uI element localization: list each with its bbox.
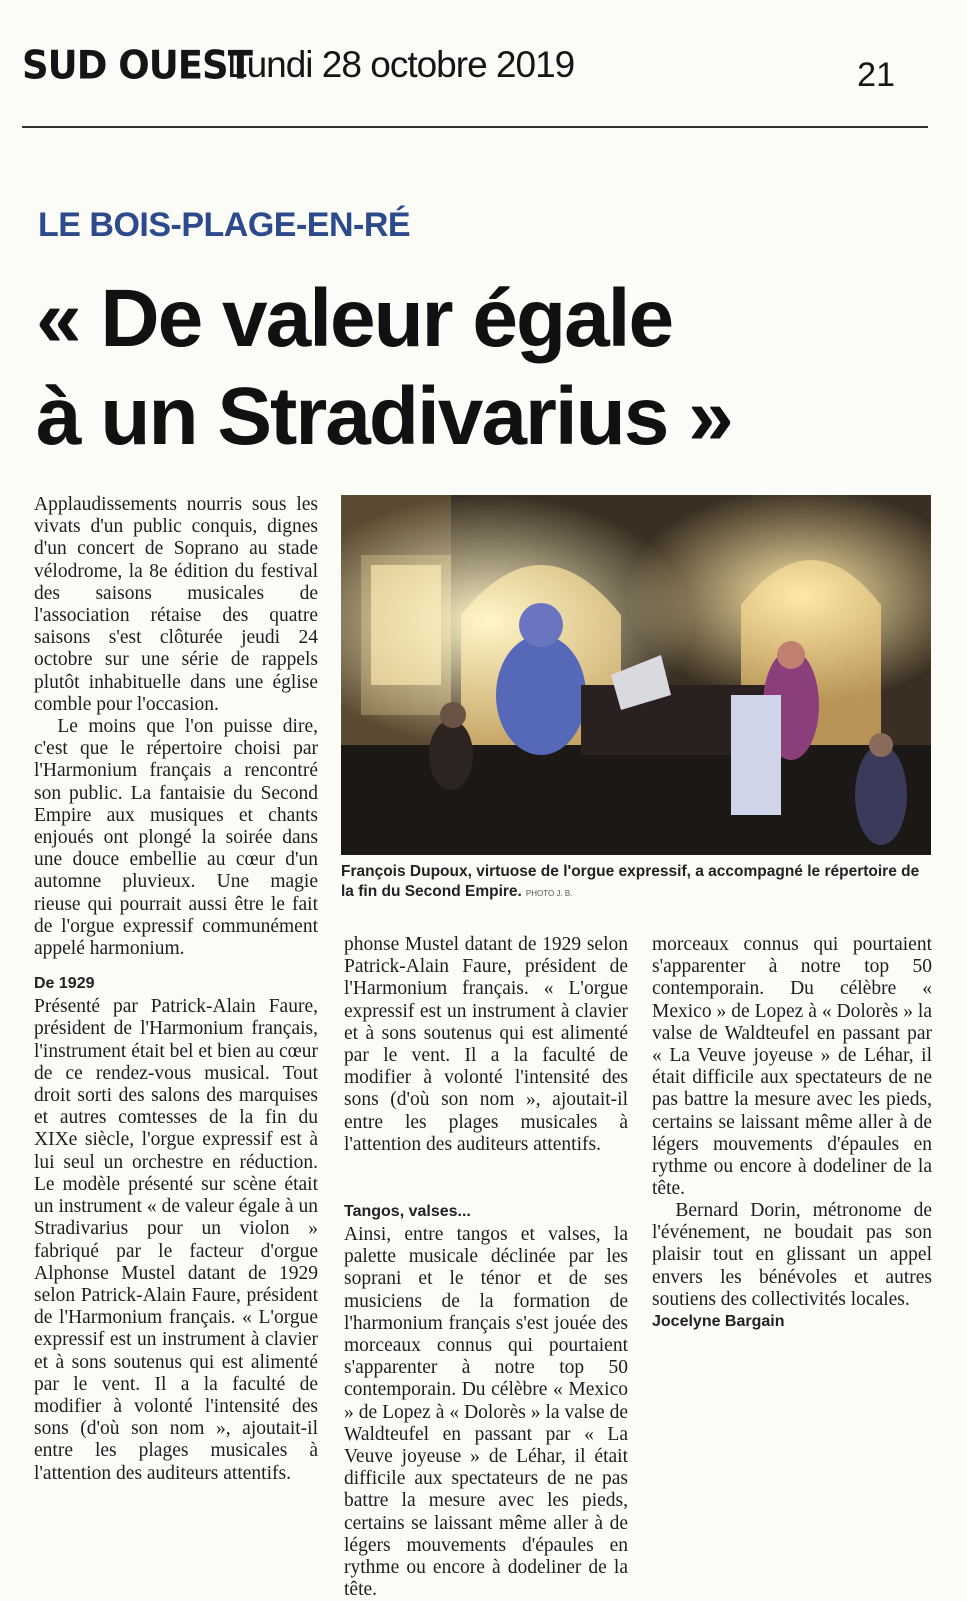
masthead-divider (22, 126, 928, 128)
column-left (34, 494, 319, 1484)
page-number: 21 (857, 56, 895, 94)
article-headline (36, 270, 936, 466)
section1-continued: phonse Mustel datant de 1929 selon Patrick-Alain Faure, président de l'Harmonium français. « L'orgue expressif est un instrument à clavier et à sons soutenus qui est alimenté par le vent. Il a la faculté de modifier à volonté l'intensité des sons (d'où son nom », ajoutait-il entre les plages musicales à l'attention des auditeurs attentifs. (344, 934, 628, 1155)
masthead (22, 42, 927, 94)
intro-paragraph-1: Applaudissements nourris sous les vivats d'un public conquis, dignes d'un concert de Soprano au stade vélodrome, la 8e édition du festival des saisons musicales de l'association rétaise des quatre saisons s'est clôturée jeudi 24 octobre sur une série de rappels plutôt inhabituelle dans une église comble pour l'occasion. (34, 494, 318, 715)
headline-line-2: à un Stradivarius » (36, 371, 732, 462)
church-concert-image (341, 495, 931, 855)
photo-credit: PHOTO J. B. (525, 889, 573, 898)
section2-continued: morceaux connus qui pourtaient s'apparenter à notre top 50 contemporain. Du célèbre « Mexico » de Lopez à « Dolorès » la valse de Waldteufel en passant par « La Veuve joyeuse » de Léhar, il était difficile aux spectateurs de ne pas battre la mesure avec les pieds, certains se laissant même aller à de légers mouvements d'épaules en rythme ou encore à dodeliner de la tête. (652, 934, 932, 1200)
section2-paragraph: Ainsi, entre tangos et valses, la palette musicale déclinée par les soprani et le ténor et de ses musiciens de la formation de l'harmonium français s'est jouée des morceaux connus qui pourtaient s'apparenter à notre top 50 contemporain. Du célèbre « Mexico » de Lopez à « Dolorès » la valse de Waldteufel en passant par « La Veuve joyeuse » de Léhar, il était difficile aux spectateurs de ne pas battre la mesure avec les pieds, certains se laissant même aller à de légers mouvements d'épaules en rythme ou encore à dodeliner de la tête. (344, 1224, 628, 1601)
section1-paragraph: Présenté par Patrick-Alain Faure, président de l'Harmonium français, l'instrument était bel et bien au cœur de ce rendez-vous musical. Tout droit sorti des salons des marquises et autres comtesses de la fin du XIXe siècle, l'orgue expressif est à lui seul un orchestre en réduction. Le modèle présenté sur scène était un instrument « de valeur égale à un Stradivarius pour un violon » fabriqué par le facteur d'orgue Alphonse Mustel datant de 1929 selon Patrick-Alain Faure, président de l'Harmonium français. « L'orgue expressif est un instrument à clavier et à sons soutenus qui est alimenté par le vent. Il a la faculté de modifier à volonté l'intensité des sons (d'où son nom », ajoutait-il entre les plages musicales à l'attention des auditeurs attentifs. (34, 996, 319, 1484)
subhead-1929: De 1929 (34, 975, 95, 993)
column-middle (344, 934, 628, 1601)
concert-photo (341, 495, 931, 855)
column-right (652, 934, 932, 1364)
subhead-tangos: Tangos, valses... (344, 1203, 471, 1220)
caption-text: François Dupoux, virtuose de l'orgue expressif, a accompagné le répertoire de la fin du Second Empire. (341, 863, 920, 900)
closing-paragraph: Bernard Dorin, métronome de l'événement, ne boudait pas son plaisir tout en glissant un appel envers les bénévoles et autres soutiens des collectivités locales. (652, 1200, 932, 1310)
photo-caption (341, 862, 933, 904)
intro-paragraph-2: Le moins que l'on puisse dire, c'est que le répertoire choisi par l'Harmonium français a rencontré son public. La fantaisie du Second Empire aux musiques et chants enjoués ont plongé la soirée dans une douce embellie au cœur d'un automne pluvieux. Une magie rieuse qui pourrait aussi être le fait de l'orgue expressif communément appelé harmonium. (34, 716, 318, 960)
issue-date: Lundi 28 octobre 2019 (227, 44, 575, 85)
headline-line-1: « De valeur égale (36, 273, 673, 364)
article-kicker: LE BOIS-PLAGE-EN-RÉ (38, 206, 411, 244)
author-signature: Jocelyne Bargain (652, 1313, 785, 1331)
newspaper-brand: SUD OUEST (22, 42, 252, 89)
